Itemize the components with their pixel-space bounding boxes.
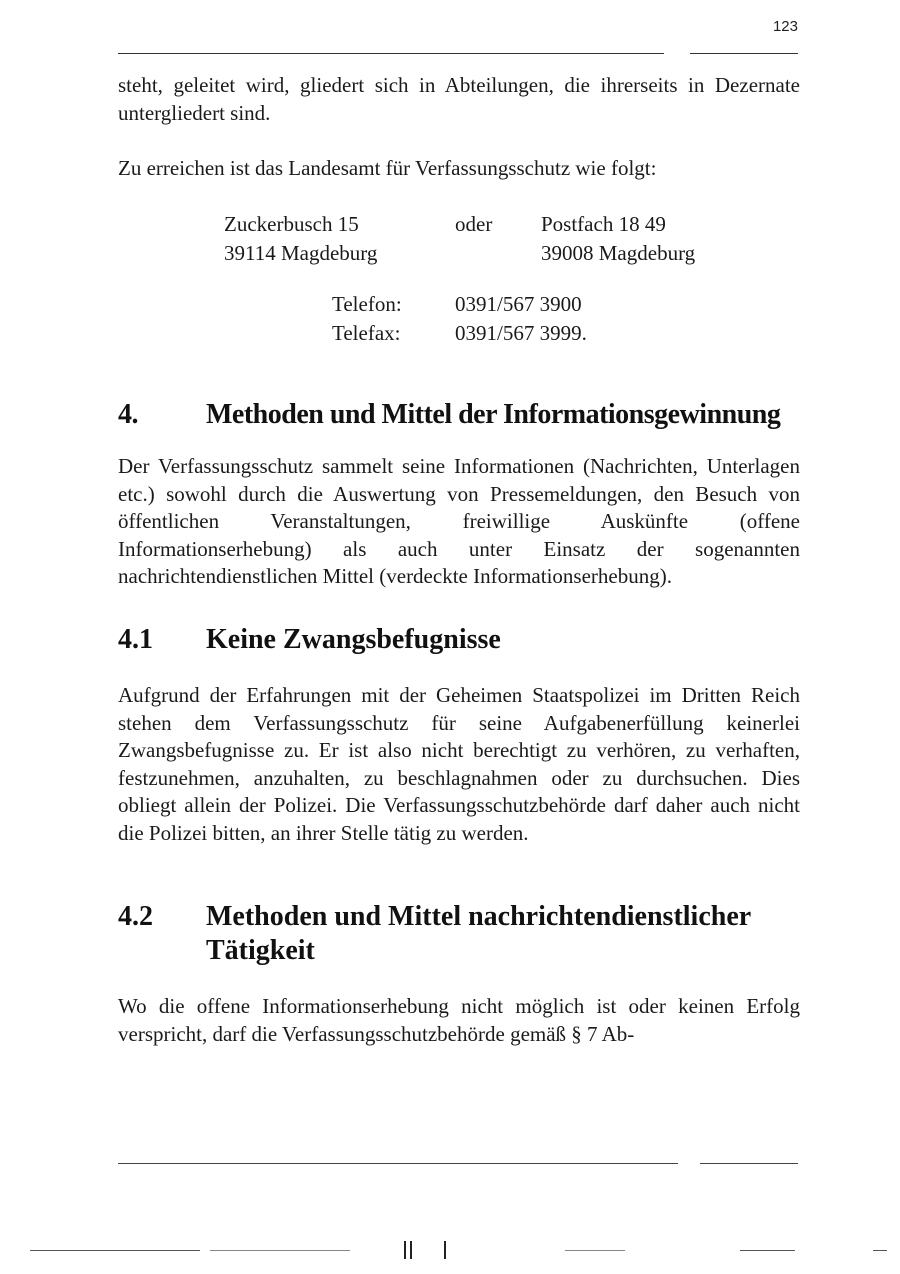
street-line: Zuckerbusch 15 bbox=[224, 212, 359, 236]
section-heading-4 bbox=[118, 398, 808, 432]
postbox-address bbox=[541, 210, 695, 268]
scan-mark bbox=[740, 1250, 795, 1251]
section-number: 4.2 bbox=[118, 901, 153, 932]
offene-erhebung-paragraph: Wo die offene Informationserhebung nicht möglich ist oder keinen Erfolg verspricht, darf die Verfassungsschutzbehörde gemäß § 7 Ab- bbox=[118, 994, 800, 1046]
methods-paragraph: Der Verfassungsschutz sammelt seine Informationen (Nachrichten, Unterlagen etc.) sowohl durch die Auswertung von Pressemeldungen, den Besuch von öffentlichen Veranstaltungen, freiwillige Auskünfte (offene Informationserhebung) als auch unter Einsatz der sogenannten nachrichtendienstlichen Mittel (verdeckte Informationserhebung). bbox=[118, 454, 800, 588]
scan-mark bbox=[565, 1250, 625, 1251]
section-title: Methoden und Mittel nachrichtendienstlicher Tätigkeit bbox=[206, 901, 751, 966]
keine-zwangsbefugnisse-paragraph: Aufgrund der Erfahrungen mit der Geheimen Staatspolizei im Dritten Reich stehen dem Verfassungsschutz für seine Aufgabenerfüllung keinerlei Zwangsbefugnisse zu. Er ist also nicht berechtigt zu verhören, zu verhaften, festzunehmen, anzuhalten, zu beschlagnahmen oder zu durchsuchen. Dies obliegt allein der Polizei. Die Verfassungsschutzbehörde darf daher auch nicht die Polizei bitten, an ihrer Stelle tätig zu werden. bbox=[118, 683, 800, 845]
intro-paragraph: steht, geleitet wird, gliedert sich in Abteilungen, die ihrerseits in Dezernate untergliedert sind. bbox=[118, 73, 800, 125]
section-heading-4-2 bbox=[118, 900, 808, 968]
street-address bbox=[224, 210, 377, 268]
address-connector: oder bbox=[455, 212, 493, 236]
scan-edge-marks bbox=[30, 1250, 890, 1270]
scan-mark bbox=[404, 1241, 406, 1259]
city-line: 39114 Magdeburg bbox=[224, 241, 378, 265]
scan-mark bbox=[873, 1250, 887, 1251]
section-number: 4.1 bbox=[118, 624, 153, 655]
scan-mark bbox=[210, 1250, 350, 1251]
phone-label: Telefon: bbox=[332, 292, 402, 316]
scan-mark bbox=[410, 1241, 412, 1259]
footer-rule bbox=[118, 1163, 678, 1164]
scan-mark bbox=[30, 1250, 200, 1251]
postbox-city-line: 39008 Magdeburg bbox=[541, 241, 696, 265]
postbox-line: Postfach 18 49 bbox=[541, 212, 666, 236]
section-title: Methoden und Mittel der Informationsgewinnung bbox=[206, 399, 781, 430]
fax-label: Telefax: bbox=[332, 321, 401, 345]
footer-rule bbox=[700, 1163, 798, 1164]
section-title: Keine Zwangsbefugnisse bbox=[206, 624, 501, 655]
page-number: 123 bbox=[772, 18, 798, 35]
scan-mark bbox=[444, 1241, 446, 1259]
section-number: 4. bbox=[118, 399, 138, 430]
reach-paragraph: Zu erreichen ist das Landesamt für Verfassungsschutz wie folgt: bbox=[118, 156, 657, 180]
header-rule bbox=[118, 53, 664, 54]
header-rule bbox=[690, 53, 798, 54]
fax-value: 0391/567 3999. bbox=[455, 321, 587, 345]
section-heading-4-1 bbox=[118, 623, 808, 657]
phone-value: 0391/567 3900 bbox=[455, 292, 582, 316]
